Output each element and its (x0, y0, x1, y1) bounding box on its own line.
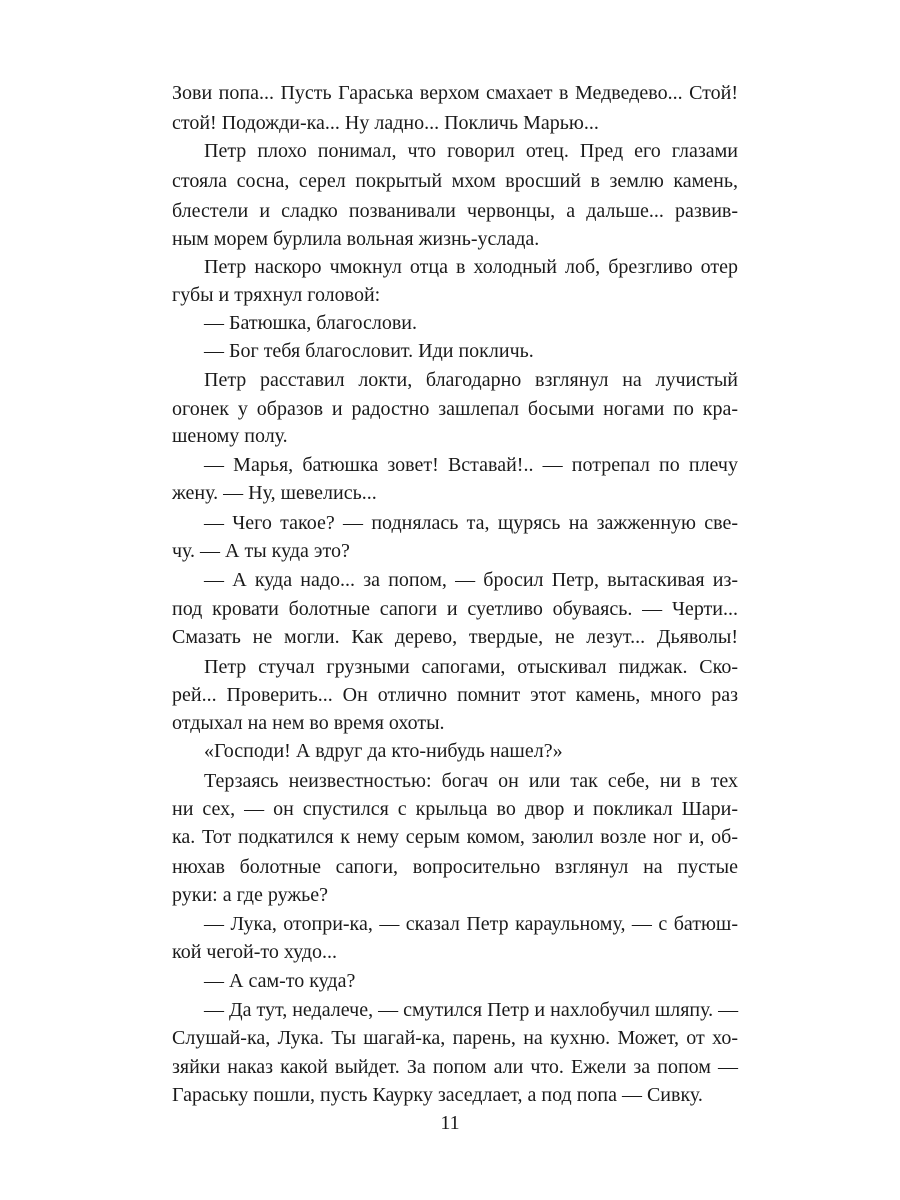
text-line: Петр стучал грузными сапогами, отыскивал пиджак. Ско- (204, 656, 738, 678)
text-line: — Марья, батюшка зовет! Вставай!.. — потрепал по плечу (204, 454, 738, 476)
text-line: кой чегой-то худо... (172, 941, 338, 963)
text-line: — Бог тебя благословит. Иди покличь. (204, 340, 534, 362)
text-line: Петр наскоро чмокнул отца в холодный лоб, брезгливо отер (204, 256, 738, 278)
text-line: Петр расставил локти, благодарно взглянул на лучистый (204, 369, 738, 391)
text-line: стой! Подожди-ка... Ну ладно... Покличь Марью... (172, 112, 599, 134)
text-line: рей... Проверить... Он отлично помнит этот камень, много раз (172, 684, 738, 706)
text-line: — Чего такое? — поднялась та, щурясь на зажженную све- (204, 512, 738, 534)
text-line: Петр плохо понимал, что говорил отец. Пред его глазами (204, 140, 738, 162)
text-line: Слушай-ка, Лука. Ты шагай-ка, парень, на кухню. Может, от хо- (172, 1027, 738, 1049)
text-line: ни сех, — он спустился с крыльца во двор и покликал Шари- (172, 798, 738, 820)
text-line: чу. — А ты куда это? (172, 540, 350, 562)
text-line: ка. Тот подкатился к нему серым комом, заюлил возле ног и, об- (172, 826, 738, 848)
text-line: руки: а где ружье? (172, 884, 329, 906)
text-line: огонек у образов и радостно зашлепал босыми ногами по кра- (172, 398, 738, 420)
text-line: — А сам-то куда? (204, 970, 356, 992)
text-line: губы и тряхнул головой: (172, 284, 381, 306)
text-line: — Лука, отопри-ка, — сказал Петр караульному, — с батюш- (204, 913, 738, 935)
text-line: — А куда надо... за попом, — бросил Петр, вытаскивая из- (204, 569, 738, 591)
text-line: жену. — Ну, шевелись... (172, 482, 377, 504)
text-line: Терзаясь неизвестностью: богач он или так себе, ни в тех (204, 770, 738, 792)
text-line: шеному полу. (172, 425, 288, 447)
text-line: Гараську пошли, пусть Каурку заседлает, а под попа — Сивку. (172, 1084, 703, 1106)
text-line: Смазать не могли. Как дерево, твердые, не лезут... Дьяволы! (172, 626, 738, 648)
page-number: 11 (440, 1112, 460, 1134)
text-line: нюхав болотные сапоги, вопросительно взглянул на пустые (172, 856, 738, 878)
text-line: — Да тут, недалече, — смутился Петр и нахлобучил шляпу. — (204, 999, 739, 1021)
text-line: под кровати болотные сапоги и суетливо обуваясь. — Черти... (172, 598, 738, 620)
text-line: блестели и сладко позванивали червонцы, а дальше... развив- (172, 200, 738, 222)
text-line: ным морем бурлила вольная жизнь-услада. (172, 228, 540, 250)
text-line: отдыхал на нем во время охоты. (172, 712, 445, 734)
text-line: зяйки наказ какой выйдет. За попом али что. Ежели за попом — (172, 1056, 738, 1078)
text-line: — Батюшка, благослови. (204, 312, 417, 334)
text-line: «Господи! А вдруг да кто-нибудь нашел?» (204, 740, 563, 762)
text-line: Зови попа... Пусть Гараська верхом смахает в Медведево... Стой! (172, 82, 738, 104)
text-line: стояла сосна, серел покрытый мхом вросший в землю камень, (172, 170, 738, 192)
